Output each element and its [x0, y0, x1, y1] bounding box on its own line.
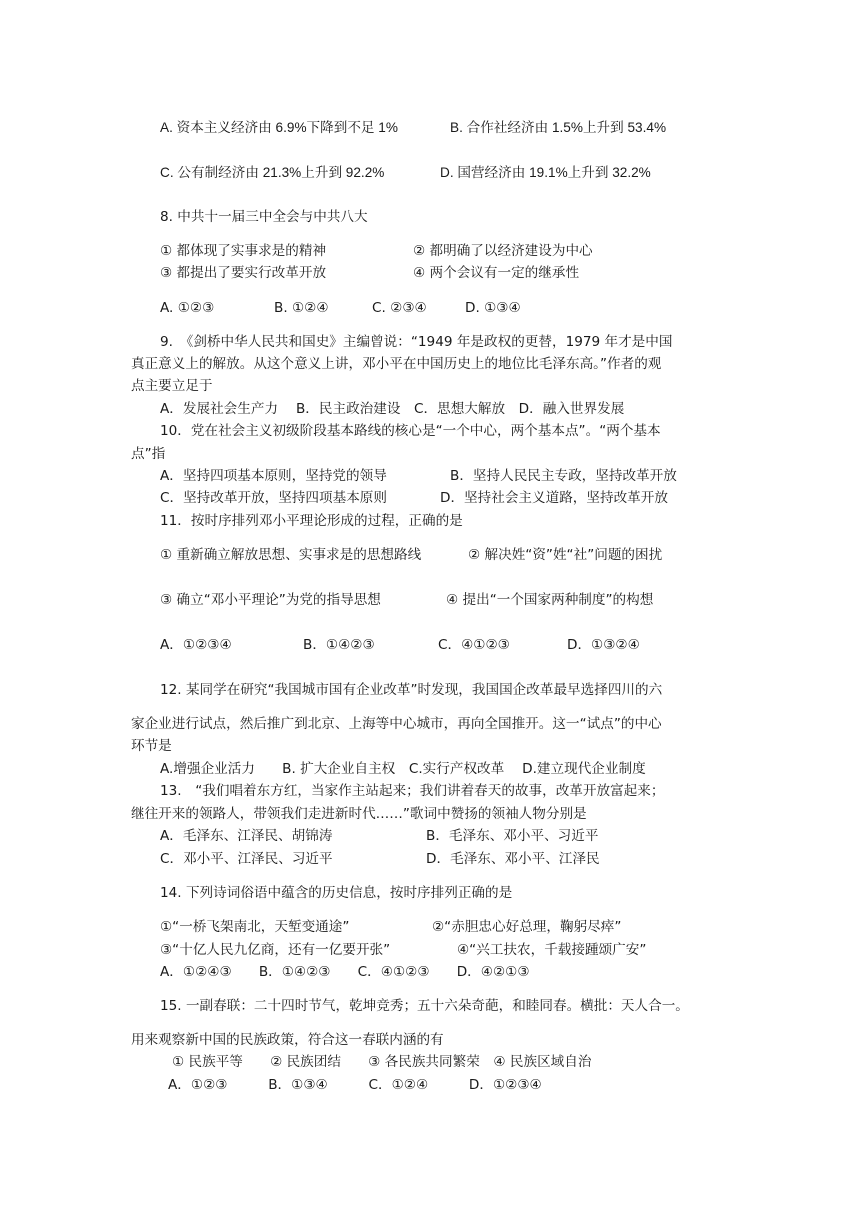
q12-line-3: 环节是: [131, 738, 172, 754]
q8-stem: 8. 中共十一届三中全会与中共八大: [160, 209, 368, 225]
q15-items: ① 民族平等 ② 民族团结 ③ 各民族共同繁荣 ④ 民族区域自治: [172, 1054, 592, 1070]
q10-option-a: A．坚持四项基本原则，坚持党的领导: [160, 468, 387, 484]
q9-line-3: 点主要立足于: [131, 378, 213, 394]
q13-option-c: C．邓小平、江泽民、习近平: [160, 851, 333, 867]
q8-option-b: B. ①②④: [274, 300, 329, 316]
q10-line-1: 10．党在社会主义初级阶段基本路线的核心是“一个中心，两个基本点”。“两个基本: [160, 423, 661, 439]
q13-line-2: 继往开来的领路人，带领我们走进新时代……”歌词中赞扬的领袖人物分别是: [131, 806, 587, 822]
q8-option-c: C. ②③④: [372, 300, 427, 316]
q8-item-4: ④ 两个会议有一定的继承性: [413, 265, 580, 281]
q15-line-2: 用来观察新中国的民族政策，符合这一春联内涵的有: [131, 1032, 444, 1048]
q15-options: A．①②③ B．①③④ C．①②④ D．①②③④: [168, 1077, 542, 1093]
q12-line-2: 家企业进行试点，然后推广到北京、上海等中心城市，再向全国推开。这一“试点”的中心: [131, 716, 662, 732]
q13-option-b: B．毛泽东、邓小平、习近平: [426, 828, 599, 844]
q11-option-b: B．①④②③: [303, 637, 375, 653]
q13-option-a: A．毛泽东、江泽民、胡锦涛: [160, 828, 333, 844]
q11-option-a: A．①②③④: [160, 637, 232, 653]
q9-options: A．发展社会生产力 B．民主政治建设 C．思想大解放 D．融入世界发展: [160, 401, 625, 417]
q7-option-b: B. 合作社经济由 1.5%上升到 53.4%: [450, 120, 667, 135]
q8-option-d: D. ①③④: [465, 300, 521, 316]
q11-option-d: D．①③②④: [567, 637, 640, 653]
q11-item-1: ① 重新确立解放思想、实事求是的思想路线: [160, 547, 422, 563]
q14-stem: 14. 下列诗词俗语中蕴含的历史信息，按时序排列正确的是: [160, 885, 513, 901]
q15-line-1: 15. 一副春联：二十四时节气，乾坤竞秀；五十六朵奇葩，和睦同春。横批：天人合一。: [160, 998, 689, 1014]
q11-stem: 11．按时序排列邓小平理论形成的过程，正确的是: [160, 513, 463, 529]
q11-option-c: C．④①②③: [438, 637, 510, 653]
q14-options: A．①②④③ B．①④②③ C．④①②③ D．④②①③: [160, 964, 530, 980]
q14-item-1: ①“一桥飞架南北，天堑变通途”: [160, 919, 350, 935]
q10-option-d: D．坚持社会主义道路，坚持改革开放: [440, 490, 668, 506]
q10-line-2: 点”指: [131, 446, 166, 462]
q11-item-4: ④ 提出“一个国家两种制度”的构想: [446, 592, 654, 608]
q8-option-a: A. ①②③: [160, 300, 215, 316]
q13-line-1: 13. “我们唱着东方红，当家作主站起来；我们讲着春天的故事，改革开放富起来；: [160, 783, 665, 799]
q10-option-b: B．坚持人民民主专政，坚持改革开放: [450, 468, 677, 484]
q8-item-2: ② 都明确了以经济建设为中心: [413, 243, 593, 259]
q9-line-1: 9. 《剑桥中华人民共和国史》主编曾说：“1949 年是政权的更替，1979 年才是中国: [160, 334, 673, 350]
q11-item-3: ③ 确立“邓小平理论”为党的指导思想: [160, 592, 381, 608]
q14-item-3: ③“十亿人民九亿商，还有一亿要开张”: [160, 942, 391, 958]
q14-item-4: ④“兴工扶农，千载接踵颂广安”: [457, 942, 647, 958]
q8-item-1: ① 都体现了实事求是的精神: [160, 243, 327, 259]
q12-line-1: 12. 某同学在研究“我国城市国有企业改革”时发现，我国国企改革最早选择四川的六: [160, 682, 663, 698]
q14-item-2: ②“赤胆忠心好总理，鞠躬尽瘁”: [432, 919, 622, 935]
q7-option-a: A. 资本主义经济由 6.9%下降到不足 1%: [160, 120, 398, 135]
q11-item-2: ② 解决姓“资”姓“社”问题的困扰: [468, 547, 663, 563]
q7-option-c: C. 公有制经济由 21.3%上升到 92.2%: [160, 165, 385, 180]
q9-line-2: 真正意义上的解放。从这个意义上讲，邓小平在中国历史上的地位比毛泽东高。”作者的观: [131, 356, 662, 372]
q12-options: A.增强企业活力 B. 扩大企业自主权 C.实行产权改革 D.建立现代企业制度: [160, 761, 646, 777]
q13-option-d: D．毛泽东、邓小平、江泽民: [426, 851, 600, 867]
q7-option-d: D. 国营经济由 19.1%上升到 32.2%: [440, 165, 651, 180]
q8-item-3: ③ 都提出了要实行改革开放: [160, 265, 327, 281]
q10-option-c: C．坚持改革开放，坚持四项基本原则: [160, 490, 387, 506]
